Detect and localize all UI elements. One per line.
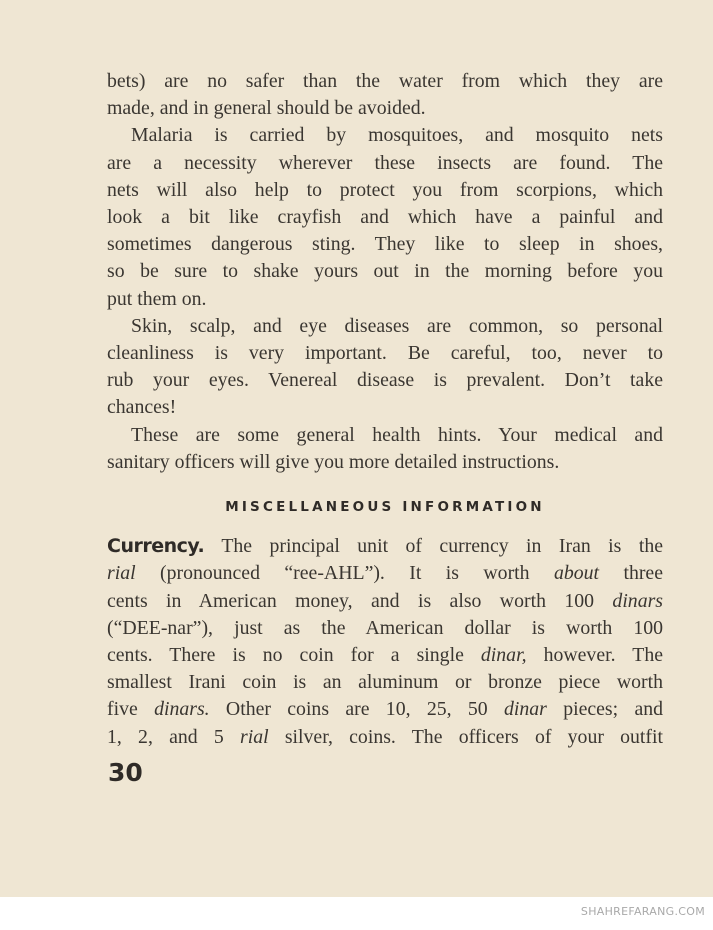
watermark-credit: SHAHREFARANG.COM — [580, 905, 705, 918]
paragraph-diseases — [107, 313, 663, 422]
text-line — [107, 724, 663, 751]
text-span: however. The — [526, 644, 663, 667]
italic-term: dinar — [504, 698, 547, 721]
text-span: five — [107, 698, 155, 721]
text-span: three — [599, 562, 663, 585]
text-span: (pronounced “ree-AHL”). It is worth — [135, 562, 554, 585]
italic-term: dinars — [612, 589, 663, 612]
paragraph-health-hints — [107, 422, 663, 476]
text-line: rub your eyes. Venereal disease is prevalent. Don’t take — [107, 369, 663, 392]
italic-term: rial — [240, 725, 269, 748]
italic-term: about — [553, 562, 600, 585]
text-line: nets will also help to protect you from scorpions, which — [107, 178, 663, 201]
text-line: Skin, scalp, and eye diseases are common, so personal — [131, 314, 663, 337]
text-span: cents. There is no coin for a single — [107, 644, 481, 667]
italic-term: dinar, — [480, 644, 527, 667]
text-line: chances! — [107, 396, 177, 419]
text-span: Other coins are 10, 25, 50 — [209, 698, 505, 721]
text-span: The principal unit of currency in Iran is the — [204, 535, 663, 558]
text-line — [107, 696, 663, 723]
page-number: 30 — [108, 758, 143, 787]
paragraph-water — [107, 68, 663, 122]
italic-term: dinars. — [154, 698, 210, 721]
text-line: smallest Irani coin is an aluminum or bronze piece worth — [107, 671, 663, 694]
text-line: bets) are no safer than the water from which they are — [107, 70, 663, 92]
text-line: put them on. — [107, 287, 207, 310]
section-heading: MISCELLANEOUS INFORMATION — [225, 499, 545, 516]
paragraph-currency — [107, 533, 663, 751]
text-line: sanitary officers will give you more detailed instructions. — [107, 450, 560, 473]
text-line: look a bit like crayfish and which have a painful and — [107, 206, 663, 229]
text-line: sometimes dangerous sting. They like to sleep in shoes, — [107, 233, 663, 256]
text-span: 1, 2, and 5 — [107, 725, 241, 748]
text-line: made, and in general should be avoided. — [107, 97, 426, 120]
text-span: pieces; and — [546, 698, 664, 721]
body-text — [107, 68, 663, 751]
text-line: (“DEE-nar”), just as the American dollar is worth 100 — [107, 616, 663, 639]
runin-heading: Currency. — [107, 535, 205, 558]
text-line — [107, 533, 663, 560]
text-line: These are some general health hints. Your medical and — [131, 423, 663, 446]
text-line — [107, 642, 663, 669]
text-line — [107, 588, 663, 615]
text-line: are a necessity wherever these insects are found. The — [107, 151, 663, 174]
italic-term: rial — [107, 562, 136, 585]
text-line — [107, 560, 663, 587]
text-line: cleanliness is very important. Be careful, too, never to — [107, 342, 663, 365]
text-span: cents in American money, and is also worth 100 — [107, 589, 613, 612]
paragraph-malaria — [107, 122, 663, 312]
text-line: so be sure to shake yours out in the morning before you — [107, 260, 663, 283]
text-line: Malaria is carried by mosquitoes, and mosquito nets — [131, 124, 663, 147]
text-span: silver, coins. The officers of your outfit — [268, 725, 663, 748]
